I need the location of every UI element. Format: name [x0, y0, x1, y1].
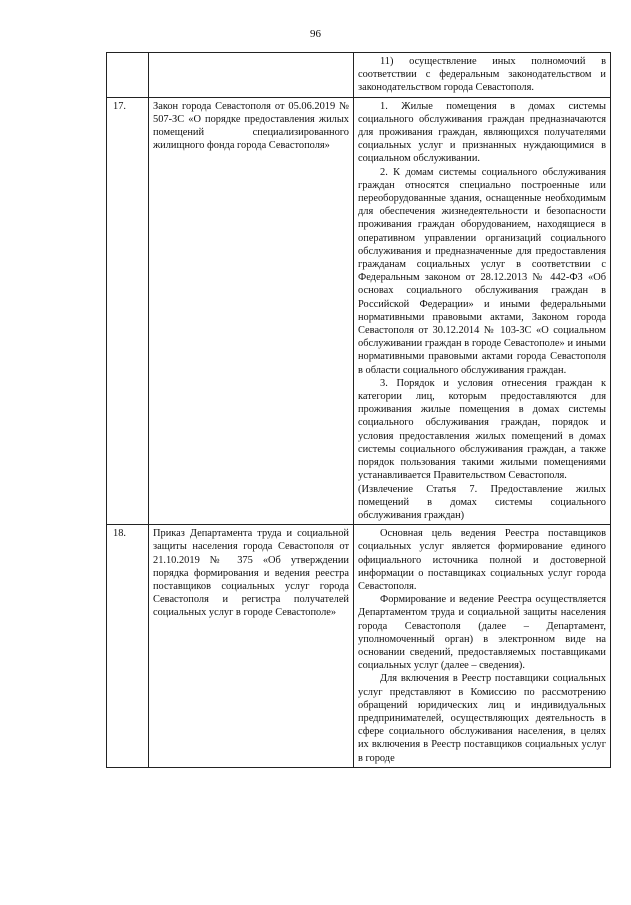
- law-content: [354, 97, 611, 525]
- table-row: [107, 53, 611, 98]
- law-content: [354, 525, 611, 768]
- extract-note: (Извлечение Статья 7. Предоставление жилых помещений в домах системы социального обслуживания граждан): [358, 483, 606, 521]
- table-row: [107, 525, 611, 768]
- content-paragraph: Для включения в Реестр поставщики социальных услуг представляют в Комиссию по рассмотрению обращений юридических лиц и индивидуальных предпринимателей, осуществляющих деятельность в сфере социального обслуживания населения, в целях их включения в Реестр поставщиков социальных услуг в городе: [358, 673, 606, 764]
- content-paragraph: 1. Жилые помещения в домах системы социального обслуживания граждан предназначаются для проживания граждан, являющихся получателями социальных услуг и признанных нуждающимися в социальном обслуживании.: [358, 100, 606, 165]
- law-content: [354, 53, 611, 98]
- table-row: [107, 97, 611, 525]
- content-paragraph: Формирование и ведение Реестра осуществляется Департаментом труда и социальной защиты населения города Севастополя (далее – Департамент, уполномоченный орган) в электронном виде на основании сведений, предоставляемых поставщиками социальных услуг (далее – сведения).: [358, 594, 606, 672]
- legal-acts-table: [106, 52, 611, 768]
- law-title: Приказ Департамента труда и социальной защиты населения города Севастополя от 21.10.2019 № 375 «Об утверждении порядка формирования и ведения реестра поставщиков социальных услуг города Севастополя и регистра получателей социальных услуг в городе Севастополе»: [149, 525, 354, 768]
- content-paragraph: Основная цель ведения Реестра поставщиков социальных услуг является формирование единого официального источника полной и достоверной информации о поставщиках социальных услуг города Севастополя.: [358, 528, 606, 592]
- content-paragraph: 2. К домам системы социального обслуживания граждан относятся специально построенные или переоборудованные здания, оснащенные необходимым для обеспечения жизнедеятельности и безопасности проживания граждан оборудованием, находящиеся в оперативном управлении организаций социального обслуживания и предназначенные для предоставления гражданам социальных услуг в соответствии с Федеральным законом от 28.12.2013 № 442-ФЗ «Об основах социального обслуживания граждан в Российской Федерации» и иными федеральными нормативными правовыми актами, Законом города Севастополя от 30.12.2014 № 103-ЗС «О социальном обслуживании граждан в городе Севастополе» и иными нормативными правовыми актами города Севастополя в области социального обслуживания граждан.: [358, 166, 606, 376]
- page-number: 96: [310, 28, 321, 40]
- law-title: Закон города Севастополя от 05.06.2019 № 507-ЗС «О порядке предоставления жилых помещений специализированного жилищного фонда города Севастополя»: [149, 97, 354, 525]
- row-number: [107, 53, 149, 98]
- row-number: 18.: [107, 525, 149, 768]
- law-title: [149, 53, 354, 98]
- row-number: 17.: [107, 97, 149, 525]
- content-paragraph: 3. Порядок и условия отнесения граждан к категории лиц, которым предоставляются для проживания жилые помещения в домах системы социального обслуживания граждан, порядок и условия предоставления жилых помещений в домах системы социального обслуживания граждан, а также порядок пользования такими жилыми помещениями устанавливается Правительством Севастополя.: [358, 377, 606, 482]
- content-paragraph: 11) осуществление иных полномочий в соответствии с федеральным законодательством и законодательством города Севастополя.: [358, 56, 606, 94]
